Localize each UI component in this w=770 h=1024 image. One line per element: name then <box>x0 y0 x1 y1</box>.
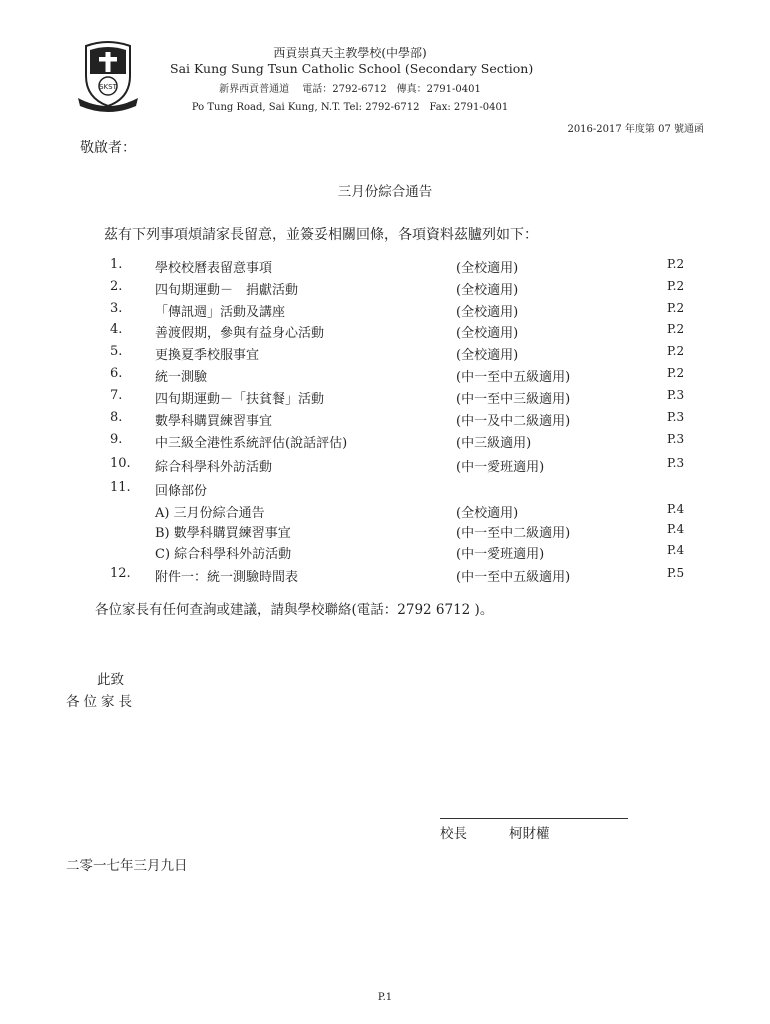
item-number: 10. <box>110 456 131 471</box>
item-number: 12. <box>110 566 131 581</box>
item-page: P.3 <box>667 388 685 402</box>
page-number: P.1 <box>377 992 393 1003</box>
school-name-zh: 西貢崇真天主教學校(中學部) <box>273 46 427 60</box>
item-text: 綜合科學科外訪活動 <box>155 460 273 475</box>
item-page: P.2 <box>667 366 685 380</box>
list-item <box>0 543 770 563</box>
school-name-en: Sai Kung Sung Tsun Catholic School (Secondary Section) <box>170 61 534 76</box>
item-number: 11. <box>110 480 131 495</box>
list-item <box>0 410 770 430</box>
item-page: P.2 <box>667 279 685 293</box>
item-text: B) 數學科購買練習事宜 <box>155 526 291 541</box>
addressee: 各位家長 <box>66 694 136 710</box>
item-number: 6. <box>110 366 123 381</box>
list-item <box>0 322 770 342</box>
list-item <box>0 388 770 408</box>
item-text: 中三級全港性系統評估(說話評估) <box>155 436 348 451</box>
list-item <box>0 480 770 500</box>
item-page: P.5 <box>667 566 685 580</box>
intro-paragraph: 茲有下列事項煩請家長留意，並簽妥相關回條，各項資料茲臚列如下： <box>104 227 538 243</box>
school-crest-icon <box>76 40 140 112</box>
item-number: 9. <box>110 432 123 447</box>
school-address-en: Po Tung Road, Sai Kung, N.T. Tel: 2792-6712 Fax: 2791-0401 <box>191 102 509 113</box>
item-text: 更換夏季校服事宜 <box>155 348 260 363</box>
item-text: 附件一：統一測驗時間表 <box>155 570 299 585</box>
item-scope: (中一至中三級適用) <box>456 392 571 407</box>
item-page: P.2 <box>667 301 685 315</box>
list-item <box>0 502 770 522</box>
item-page: P.3 <box>667 410 685 424</box>
signature-block <box>440 822 550 842</box>
item-number: 7. <box>110 388 123 403</box>
list-item <box>0 432 770 452</box>
notice-date: 二零一七年三月九日 <box>66 858 188 874</box>
signature-title: 校長 <box>440 826 467 842</box>
contact-paragraph: 各位家長有任何查詢或建議，請與學校聯絡(電話：2792 6712 )。 <box>95 602 494 618</box>
item-scope: (全校適用) <box>456 506 519 521</box>
item-scope: (中一至中五級適用) <box>456 570 571 585</box>
item-page: P.4 <box>667 522 685 536</box>
list-item <box>0 301 770 321</box>
list-item <box>0 456 770 476</box>
item-text: 「傳訊週」活動及講座 <box>155 305 286 320</box>
item-number: 1. <box>110 257 123 272</box>
item-page: P.4 <box>667 543 685 557</box>
circular-reference: 2016-2017 年度第 07 號通函 <box>567 124 704 135</box>
item-scope: (中一愛班適用) <box>456 547 545 562</box>
item-number: 2. <box>110 279 123 294</box>
item-scope: (全校適用) <box>456 283 519 298</box>
item-text: 四旬期運動－「扶貧餐」活動 <box>155 392 325 407</box>
item-number: 5. <box>110 344 123 359</box>
item-scope: (全校適用) <box>456 326 519 341</box>
item-scope: (全校適用) <box>456 261 519 276</box>
closing-line: 此致 <box>97 672 124 688</box>
greeting: 敬啟者： <box>80 140 136 156</box>
item-text: C) 綜合科學科外訪活動 <box>155 547 292 562</box>
item-text: 回條部份 <box>155 484 208 499</box>
item-page: P.2 <box>667 322 685 336</box>
item-text: 統一測驗 <box>155 370 208 385</box>
list-item <box>0 522 770 542</box>
item-number: 4. <box>110 322 123 337</box>
item-text: 四旬期運動－ 捐獻活動 <box>155 283 299 298</box>
list-item <box>0 366 770 386</box>
item-number: 3. <box>110 301 123 316</box>
item-page: P.4 <box>667 502 685 516</box>
item-text: 數學科購買練習事宜 <box>155 414 273 429</box>
list-item <box>0 566 770 586</box>
item-text: A) 三月份綜合通告 <box>155 506 265 521</box>
signature-name: 柯財權 <box>509 826 550 842</box>
item-scope: (中一及中二級適用) <box>456 414 571 429</box>
item-scope: (中一愛班適用) <box>456 460 545 475</box>
item-scope: (全校適用) <box>456 305 519 320</box>
item-page: P.2 <box>667 257 685 271</box>
item-page: P.3 <box>667 456 685 470</box>
item-scope: (中一至中二級適用) <box>456 526 571 541</box>
list-item <box>0 344 770 364</box>
item-scope: (全校適用) <box>456 348 519 363</box>
item-scope: (中一至中五級適用) <box>456 370 571 385</box>
signature-line <box>440 818 628 819</box>
item-page: P.3 <box>667 432 685 446</box>
school-address-zh: 新界西貢普通道 電話：2792-6712 傳真：2791-0401 <box>219 84 481 95</box>
item-page: P.2 <box>667 344 685 358</box>
list-item <box>0 257 770 277</box>
crest-lettering: SKST <box>99 83 117 91</box>
item-number: 8. <box>110 410 123 425</box>
item-scope: (中三級適用) <box>456 436 532 451</box>
notice-title: 三月份綜合通告 <box>337 184 433 200</box>
item-text: 學校校曆表留意事項 <box>155 261 273 276</box>
list-item <box>0 279 770 299</box>
item-text: 善渡假期，參與有益身心活動 <box>155 326 325 341</box>
